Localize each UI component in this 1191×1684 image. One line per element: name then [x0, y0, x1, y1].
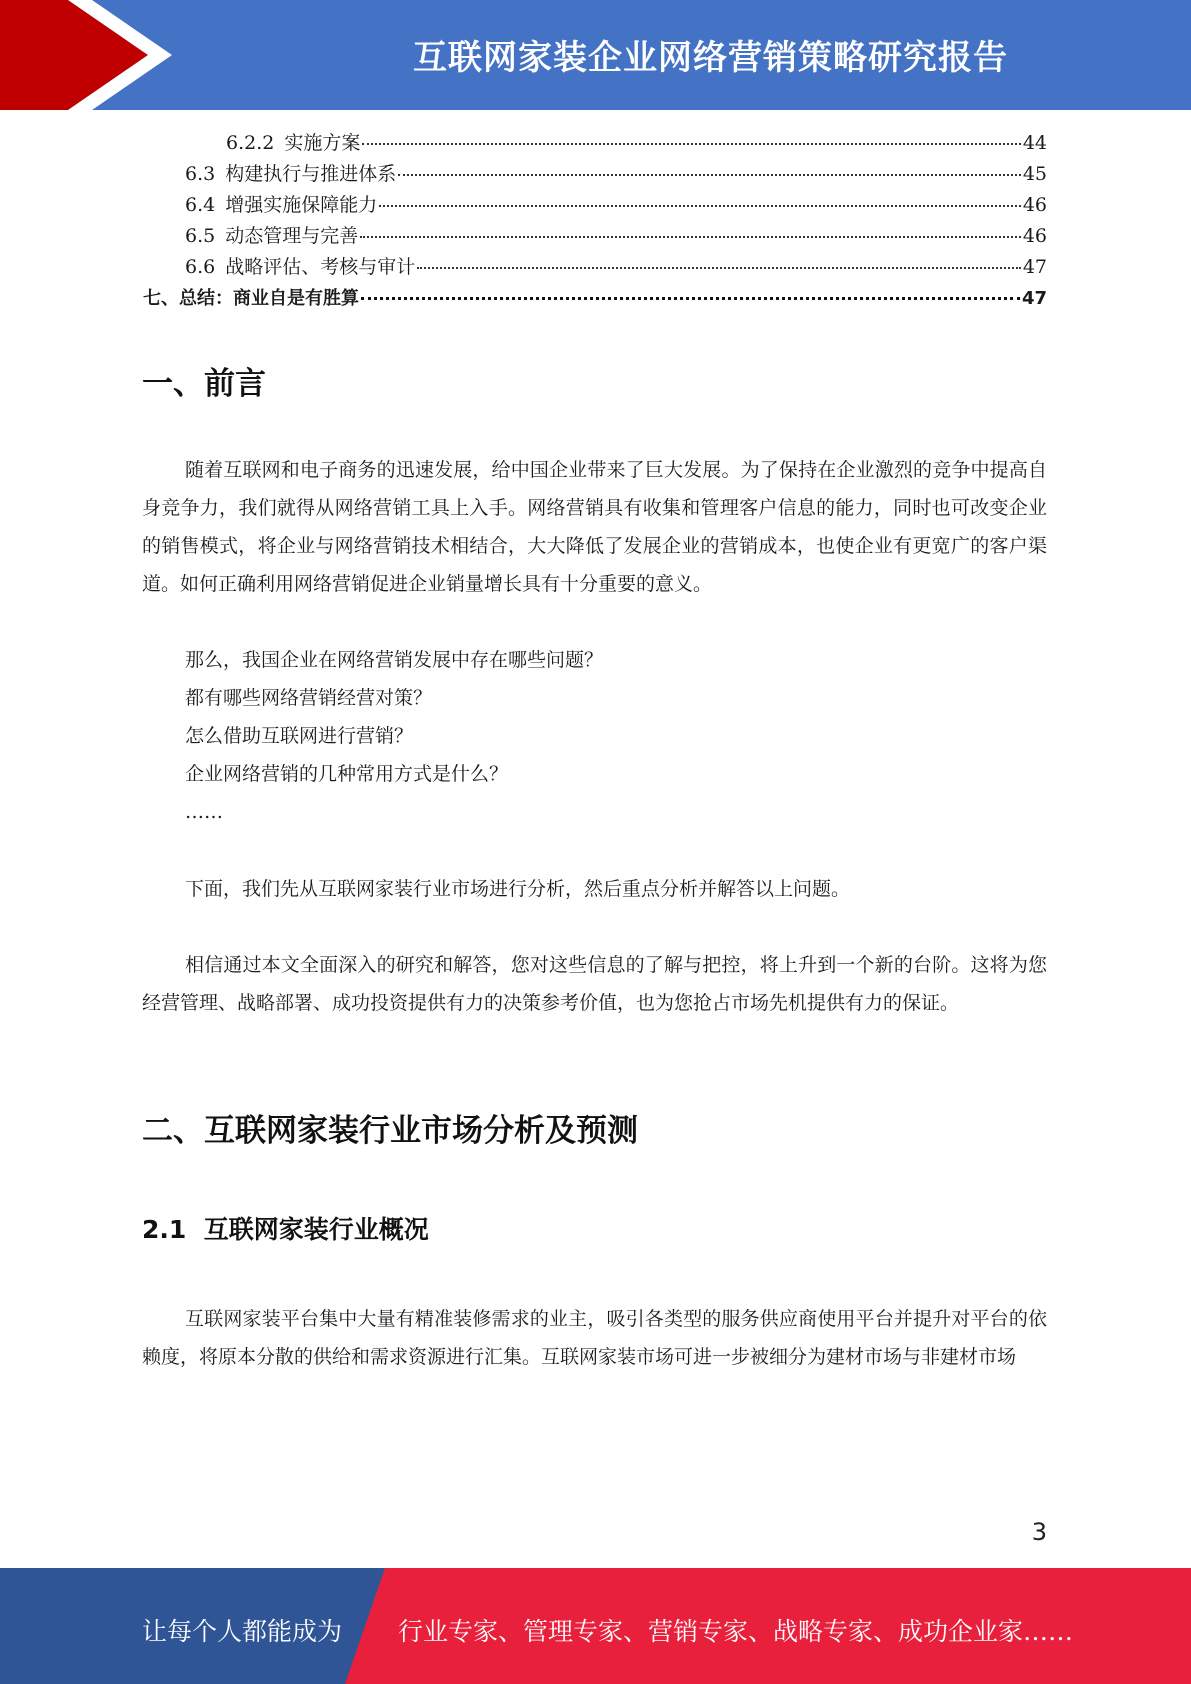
foreword-paragraph-1: 随着互联网和电子商务的迅速发展，给中国企业带来了巨大发展。为了保持在企业激烈的竞争中提高自身竞争力，我们就得从网络营销工具上入手。网络营销具有收集和管理客户信息的能力，同时也可改变企业的销售模式，将企业与网络营销技术相结合，大大降低了发展企业的营销成本，也使企业有更宽广的客户渠道。如何正确利用网络营销促进企业销量增长具有十分重要的意义。 [142, 459, 1047, 595]
toc-entry-title: 实施方案 [284, 132, 361, 154]
footer-slogan-left: 让每个人都能成为 [142, 1617, 343, 1646]
subsection-heading-overview: 2.1 互联网家装行业概况 [142, 1215, 429, 1244]
toc-entry-page: 44 [1022, 132, 1047, 154]
table-of-contents [143, 128, 1047, 314]
toc-entry-number: 6.4 [185, 194, 216, 216]
question-item: 企业网络营销的几种常用方式是什么？ [185, 763, 509, 785]
toc-leader-dots [398, 174, 1021, 176]
toc-entry-page: 46 [1022, 225, 1047, 247]
toc-entry-chapter[interactable] [143, 283, 1047, 314]
toc-leader-dots [417, 267, 1021, 269]
toc-entry-page: 45 [1022, 163, 1047, 185]
header-title: 互联网家装企业网络营销策略研究报告 [413, 38, 1008, 78]
toc-entry-title: 动态管理与完善 [225, 225, 359, 247]
toc-entry-page: 46 [1022, 194, 1047, 216]
toc-leader-dots [379, 205, 1021, 207]
question-ellipsis: …… [185, 801, 223, 823]
toc-entry-page: 47 [1021, 288, 1047, 309]
question-item: 都有哪些网络营销经营对策？ [185, 687, 433, 709]
toc-entry[interactable] [143, 252, 1047, 283]
toc-entry[interactable] [143, 159, 1047, 190]
header-chevron-decoration [0, 0, 240, 110]
question-list [185, 641, 603, 831]
footer-slogan-right: 行业专家、管理专家、营销专家、战略专家、成功企业家…… [398, 1617, 1074, 1646]
foreword-paragraph-3: 相信通过本文全面深入的研究和解答，您对这些信息的了解与把控，将上升到一个新的台阶。这将为您经营管理、战略部署、成功投资提供有力的决策参考价值，也为您抢占市场先机提供有力的保证。 [142, 954, 1047, 1014]
toc-entry-number: 6.5 [185, 225, 216, 247]
toc-leader-dots [362, 143, 1020, 145]
overview-paragraph: 互联网家装平台集中大量有精准装修需求的业主，吸引各类型的服务供应商使用平台并提升对平台的依赖度，将原本分散的供给和需求资源进行汇集。互联网家装市场可进一步被细分为建材市场与非建材市场 [142, 1308, 1047, 1368]
toc-entry-page: 47 [1022, 256, 1047, 278]
toc-leader-dots [361, 297, 1020, 300]
toc-leader-dots [360, 236, 1021, 238]
section-heading-market-analysis: 二、互联网家装行业市场分析及预测 [142, 1113, 638, 1149]
section-heading-foreword: 一、前言 [142, 366, 266, 402]
toc-entry-title: 构建执行与推进体系 [225, 163, 397, 185]
toc-entry-title: 七、总结：商业自是有胜算 [143, 288, 359, 309]
question-item: 那么，我国企业在网络营销发展中存在哪些问题？ [185, 649, 604, 671]
page-footer [0, 1568, 1191, 1684]
toc-entry-title: 增强实施保障能力 [225, 194, 378, 216]
toc-entry-number: 6.6 [185, 256, 216, 278]
toc-entry[interactable] [143, 221, 1047, 252]
toc-entry[interactable] [143, 128, 1047, 159]
toc-entry[interactable] [143, 190, 1047, 221]
page-number: 3 [1031, 1518, 1047, 1546]
page-header [0, 0, 1191, 110]
question-item: 怎么借助互联网进行营销？ [185, 725, 414, 747]
toc-entry-number: 6.2.2 [226, 132, 275, 154]
foreword-paragraph-2: 下面，我们先从互联网家装行业市场进行分析，然后重点分析并解答以上问题。 [185, 878, 851, 900]
toc-entry-title: 战略评估、考核与审计 [225, 256, 416, 278]
toc-entry-number: 6.3 [185, 163, 216, 185]
